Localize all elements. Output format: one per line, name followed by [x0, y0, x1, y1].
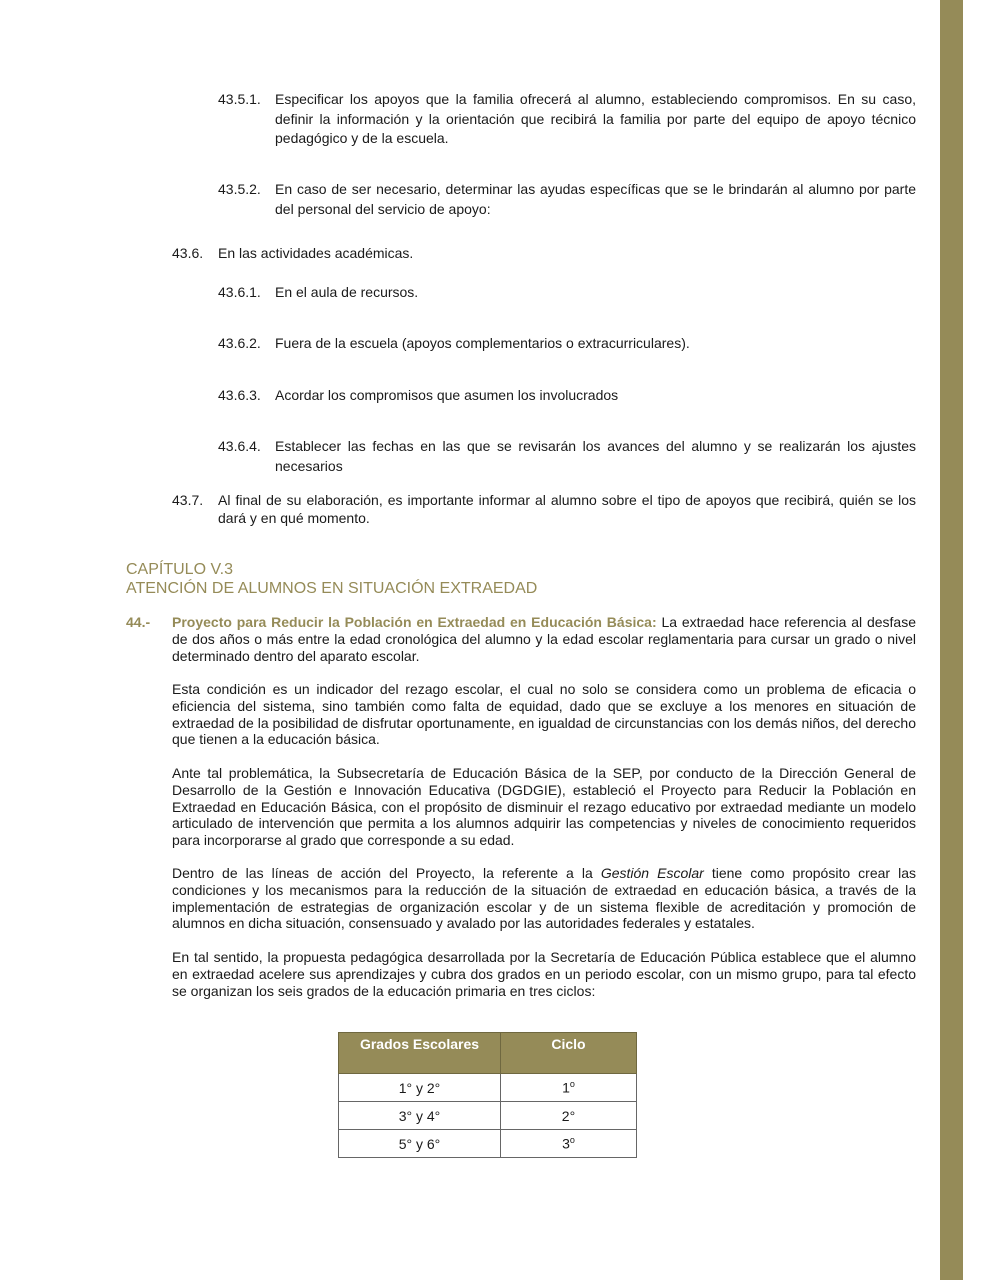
paragraph: Esta condición es un indicador del rezago escolar, el cual no solo se considera como un problema de eficacia o eficiencia del sistema, sino también como falta de equidad, dado que se excluye a los menores en situación de extraedad de la posibilidad de disfrutar oportunamente, en igualdad de circunstancias con los demás niños, del derecho que tienen a la educación básica.	[172, 681, 916, 748]
item-number: 43.5.2.	[218, 181, 261, 197]
paragraph	[172, 865, 916, 932]
chapter-title: ATENCIÓN DE ALUMNOS EN SITUACIÓN EXTRAEDAD	[126, 580, 538, 597]
emphasis-text: Gestión Escolar	[600, 865, 704, 881]
cycles-table	[338, 1032, 637, 1158]
table-cell-grades: 3° y 4°	[339, 1102, 501, 1130]
chapter-number: CAPÍTULO V.3	[126, 561, 234, 578]
table-row	[339, 1102, 637, 1130]
item-number: 43.6.3.	[218, 387, 261, 403]
paragraph: En tal sentido, la propuesta pedagógica desarrollada por la Secretaría de Educación Pública establece que el alumno en extraedad acelere sus aprendizajes y cubra dos grados en un periodo escolar, con un mismo grupo, para tal efecto se organizan los seis grados de la educación primaria en tres ciclos:	[172, 949, 916, 999]
item-text: Al final de su elaboración, es importante informar al alumno sobre el tipo de apoyos que recibirá, quién se los dará y en qué momento.	[218, 492, 916, 526]
column-header-cycle: Ciclo	[501, 1033, 637, 1074]
cycle-number: 1	[562, 1079, 570, 1096]
item-text: Establecer las fechas en las que se revisarán los avances del alumno y se realizarán los ajustes necesarios	[275, 438, 916, 474]
paragraph-text: Dentro de las líneas de acción del Proyecto, la referente a la	[172, 865, 601, 881]
section-intro	[172, 614, 916, 664]
item-number: 43.6.2.	[218, 335, 261, 351]
item-text: Especificar los apoyos que la familia ofrecerá al alumno, estableciendo compromisos. En su caso, definir la información y la orientación que recibirá la familia por parte del equipo de apoyo técnico pedagógico y de la escuela.	[275, 91, 916, 146]
table-cell-grades: 5° y 6°	[339, 1130, 501, 1158]
cycle-ordinal: o	[569, 1079, 575, 1090]
table-cell-cycle	[501, 1102, 637, 1130]
section-heading: Proyecto para Reducir la Población en Extraedad en Educación Básica:	[172, 614, 657, 630]
column-header-grades: Grados Escolares	[339, 1033, 501, 1074]
table-header-row	[339, 1033, 637, 1074]
table-row	[339, 1130, 637, 1158]
paragraph-text: tiene como propósito crear las condiciones y los mecanismos para la reducción de la situación de extraedad en educación básica, a través de la implementación de estrategias de organización escolar y de un sistema flexible de acreditación y promoción de alumnos en dicha situación, consensuado y avalado por las autoridades federales y estatales.	[172, 865, 916, 932]
item-text: En el aula de recursos.	[275, 284, 419, 300]
table-cell-cycle	[501, 1130, 637, 1158]
item-text: En las actividades académicas.	[218, 245, 414, 261]
item-text: En caso de ser necesario, determinar las ayudas específicas que se le brindarán al alumno por parte del personal del servicio de apoyo:	[275, 181, 916, 217]
item-number: 43.6.	[172, 245, 204, 261]
item-number: 43.6.4.	[218, 438, 261, 454]
item-number: 43.5.1.	[218, 91, 261, 107]
table-cell-grades: 1° y 2°	[339, 1074, 501, 1102]
table-cell-cycle	[501, 1074, 637, 1102]
cycle-ordinal: o	[569, 1135, 575, 1146]
paragraph: Ante tal problemática, la Subsecretaría de Educación Básica de la SEP, por conducto de la Dirección General de Desarrollo de la Gestión e Innovación Educativa (DGDGIE), estableció el Proyecto para Reducir la Población en Extraedad en Educación Básica, con el propósito de disminuir el rezago educativo por extraedad mediante un modelo articulado de intervención que permita a los alumnos adquirir las competencias y niveles de conocimiento requeridos para incorporarse al grado que corresponde a su edad.	[172, 765, 916, 849]
item-text: Fuera de la escuela (apoyos complementarios o extracurriculares).	[275, 335, 690, 351]
section-intro-text: La extraedad hace referencia al desfase de dos años o más entre la edad cronológica del alumno y la edad escolar reglamentaria para cursar un grado o nivel determinado dentro del aparato escolar.	[172, 614, 916, 664]
cycle-number: 3	[562, 1135, 570, 1152]
item-text: Acordar los compromisos que asumen los involucrados	[275, 387, 619, 403]
cycle-number: 2°	[561, 1107, 576, 1124]
side-decoration-bar	[940, 0, 963, 1280]
table-row	[339, 1074, 637, 1102]
item-number: 43.6.1.	[218, 284, 261, 300]
item-number: 43.7.	[172, 492, 204, 508]
section-number: 44.-	[126, 614, 151, 630]
